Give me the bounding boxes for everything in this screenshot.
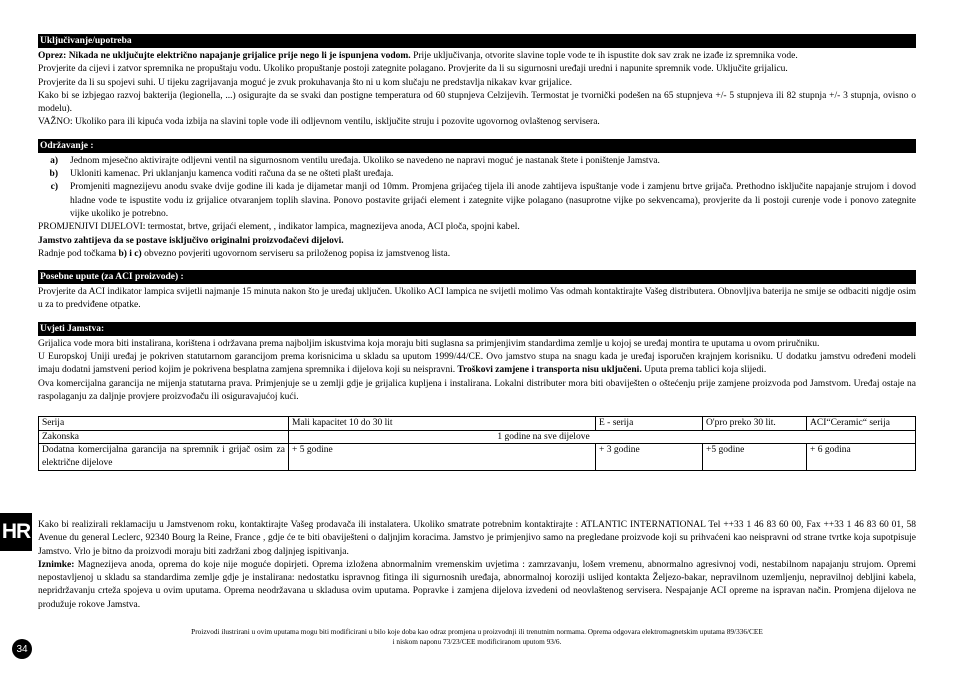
list-item-label: a) [50,155,58,166]
exceptions-para [38,559,916,612]
table-cell: Serija [39,417,289,431]
usage-section [38,34,916,130]
aci-section [38,270,916,313]
table-cell: Mali kapacitet 10 do 30 lit [289,417,596,431]
maintenance-list [38,155,916,221]
aci-header: Posebne upute (za ACI proizvode) : [38,270,916,284]
table-cell: 1 godine na sve dijelove [289,430,916,444]
service-note [38,248,916,261]
list-item [38,155,916,168]
exceptions-text: Magnezijeva anoda, oprema do koje nije moguće dopirjeti. Oprema izložena abnormalnim vremenskim uvjetima : zamrzavanju, lošem vremenu, abnormalno agresivnoj vodi, nestabilnom napajanju strujom. Opremi nepostavljenoj u skladu sa standardima zemlje gdje je instalirana: nedostatku ispravnog fitinga ili sigurnosnih uređaja, abnormalnoj koroziji uslijed kontakta Željezo-bakar, nepravilnom uzemljenju, nepravilnoj debljini kabela, nepridržavanju crteža spojeva u ovim uputama. Oprema neodržavana u skladusa ovim uputama. Popravke i zamjena dijelova izvedeni od neovlaštenog servisera. Nespajanje ACI opreme na ispravan način. Promjena dijelova ne produžuje rokove Jamstva. [38,559,916,610]
exceptions-bold: Iznimke: [38,559,75,570]
warranty-para-2 [38,351,916,378]
aci-text: Provjerite da ACI indikator lampica svijetli najmanje 15 minuta nakon što je uređaj uključen. Ukoliko ACI lampica ne svijetli molimo Vas odmah kontaktirajte Vašeg distributera. Obnovljiva baterija ne smije se odbaciti nigdje osim u za to predviđene otpatke. [38,287,916,311]
usage-para-3: Provjerite da li su spojevi suhi. U tijeku zagrijavanja moguć je zvuk prokuhavanja što ni u kom slučaju ne predstavlja nikakav kvar grijalice. [38,77,572,88]
usage-para-2: Provjerite da cijevi i zatvor spremnika ne propuštaju vodu. Ukoliko propuštanje postoji zategnite polagano. Provjerite da li su sigurnosni uređaji uredni i napunite spremnik vode. Uključite grijalicu. [38,64,788,75]
table-cell: Zakonska [39,430,289,444]
table-row [39,417,916,431]
table-row [39,444,916,471]
warranty-para-2-bold: Troškovi zamjene i transporta nisu uključeni. [455,365,642,376]
list-item [38,168,916,181]
list-item-text: Jednom mjesečno aktivirajte odljevni ventil na sigurnosnom ventilu uređaja. Ukoliko se navedeno ne napravi moguć je nastanak štete i poništenje Jamstva. [70,155,660,166]
footer-line-1: Proizvodi ilustrirani u ovim uputama mogu biti modificirani u bilo koje doba kao odraz promjena u proizvodnji ili trenutnim normama. Oprema odgovara elektromagnetskim uputama 89/336/CEE [191,627,763,636]
usage-warning-bold: Oprez: Nikada ne uključujte električno napajanje grijalice prije nego li je ispunjena vodom. [38,51,411,61]
original-parts-note [38,235,916,248]
table-cell: + 5 godine [289,444,596,471]
service-note-a: Radnje pod točkama [38,248,119,259]
warranty-para-2-text: U Europskoj Uniji uređaj je pokriven statutarnom garancijom prema korisnicima u skladu sa uputom 1999/44/CE. Ovo jamstvo stupa na snagu kada je uređaj isporučen krajnjem korisniku. U dodatku jamstvu određeni modeli imaju dodatni jamstveni period kojim je pokrivena besplatna zamjena spremnika i dijelova koji su neispravni. [38,352,916,376]
replaceable-parts: PROMJENJIVI DIJELOVI: termostat, brtve, grijaći element, , indikator lampica, magnezijeva anoda, ACI ploča, spojni kabel. [38,222,520,233]
warranty-section [38,322,916,404]
table-cell: + 6 godina [807,444,916,471]
footer-note [38,627,916,647]
table-cell: E - serija [596,417,703,431]
table-cell: ACI“Ceramic“ serija [807,417,916,431]
claims-section [38,519,916,612]
usage-warning [38,50,916,63]
table-cell: O'pro preko 30 lit. [703,417,807,431]
manual-page [38,34,916,471]
table-cell: Dodatna komercijalna garancija na spremnik i grijač osim za električne dijelove [39,444,289,471]
warranty-para-1: Grijalica vode mora biti instalirana, korištena i održavana prema najboljim iskustvima koja moraju biti suglasna sa primjenjivim standardima zemlje u kojoj se uređaj montira te uputama u ovom priručniku. [38,338,820,349]
usage-para-4: Kako bi se izbjegao razvoj bakterija (legionella, ...) osigurajte da se svaki dan postigne temperatura od 60 stupnjeva Celzijevih. Termostat je tvornički podešen na 65 stupnjeva +/- 5 stupnjeva ili 82 stupnja +/- 3 stupnja, ovisno o modelu). [38,90,916,115]
table-cell: +5 godine [703,444,807,471]
footer-line-2: i niskom naponu 73/23/CEE modificiranom uputom 93/6. [392,637,562,646]
list-item-label: b) [49,169,58,180]
service-note-c: obvezno povjeriti ugovornom serviseru sa priloženog popisa iz jamstvenog lista. [141,248,451,259]
usage-warning-rest: Prije uključivanja, otvorite slavine tople vode te ih ispustite dok sav zrak ne izađe iz spremnika vode. [410,51,798,61]
claims-para: Kako bi realizirali reklamaciju u Jamstvenom roku, kontaktirajte Vašeg prodavača ili instalatera. Ukoliko smatrate potrebnim kontaktirajte : ATLANTIC INTERNATIONAL Tel ++33 1 46 83 60 00, Fax ++33 1 46 83 60 01, 58 Avenue du general Leclerc, 92340 Bourg la Reine, France , gdje će te biti obaviješteni o daljnjim koracima. Jamstvo je primjenjivo samo na pregledane proizvode koji su prihvaćeni kao neispravni od strane tvrtke koja supotpisuje Jamstvo. Vrlo je bitno da proizvodi moraju biti zadržani zbog daljnjeg ispitivanja. [38,520,916,557]
language-tab: HR [0,513,32,551]
list-item-text: Ukloniti kamenac. Pri uklanjanju kamenca voditi računa da se ne ošteti plašt uređaja. [70,169,394,180]
list-item [38,181,916,221]
maintenance-section [38,139,916,261]
warranty-table [38,416,916,471]
usage-header: Uključivanje/upotreba [38,34,916,48]
service-note-b: b) i c) [118,248,142,259]
list-item-label: c) [50,182,58,193]
original-parts-bold: Jamstvo zahtijeva da se postave isključivo originalni proizvođačevi dijelovi. [38,235,344,246]
list-item-text: Promjeniti magnezijevu anodu svake dvije godine ili kada je dijametar manji od 10mm. Promjena grijaćeg tijela ili anode zahtijeva ispuštanje vode i zamjenu brtve grijača. Prethodno isključite napajanje strujom i dovod hladne vode te ispustite vodu iz grijalice otvaranjem toplih slavina. Ponovo postavite grijaći element i zategnite vijke polagano (nasuprotne vijke po sekvencama), provjerite da li postoji curenje vode i ponovo zategnite vijke ukoliko je potrebno. [70,182,916,219]
warranty-para-3: Ova komercijalna garancija ne mijenja statutarna prava. Primjenjuje se u zemlji gdje je grijalica kupljena i instalirana. Lokalni distributer mora biti obaviješten o oštećenju prije zamjene proizvoda pod Jamstvom. Uređaj ostaje na raspolaganju za daljnje provjere proizvođaču ili osiguravajućoj kući. [38,378,916,402]
table-cell: + 3 godine [596,444,703,471]
warranty-para-2-end: Uputa prema tablici koja slijedi. [641,365,767,376]
page-number: 34 [12,639,32,659]
maintenance-header: Održavanje : [38,139,916,153]
usage-para-5: VAŽNO: Ukoliko para ili kipuća voda izbija na slavini tople vode ili odljevnom ventilu, isključite struju i pozovite ugovornog ovlaštenog servisera. [38,117,600,128]
warranty-header: Uvjeti Jamstva: [38,322,916,336]
table-row [39,430,916,444]
